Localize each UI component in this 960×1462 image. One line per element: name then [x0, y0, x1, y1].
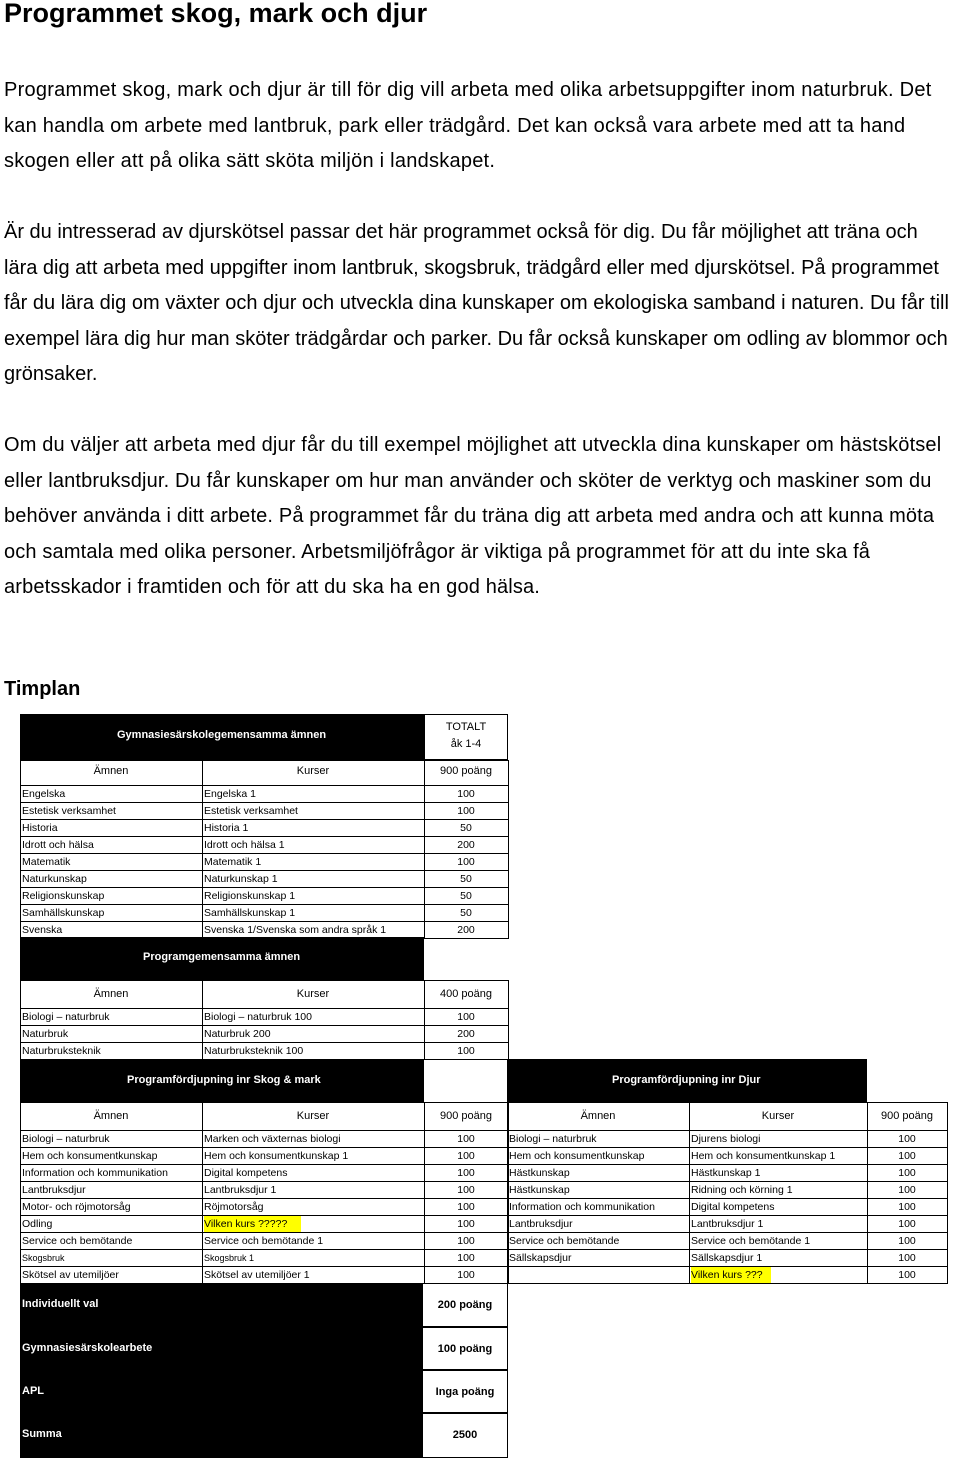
- animals-paragraph: Om du väljer att arbeta med djur får du till exempel möjlighet att utveckla dina kunskaper om hästskötsel eller lantbruksdjur. Du får kunskaper om hur man använder och sköter de verktyg och maskiner som du behöver använda i ditt arbete. På programmet får du träna dig att arbeta med andra och att kunna möta och samtala med olika personer. Arbetsmiljöfrågor är viktiga på programmet för att du inte ska få arbetsskador i framtiden och för att du ska ha en god hälsa.: [4, 434, 942, 598]
- gym-points-cell: 100: [457, 805, 475, 817]
- djur-points-cell: 100: [898, 1150, 916, 1162]
- djur-points-cell: 100: [898, 1201, 916, 1213]
- prog-col-course: Kurser: [296, 988, 330, 1000]
- djur-course-cell: Lantbruksdjur 1: [691, 1218, 764, 1230]
- djur-header-divider: [507, 1102, 508, 1130]
- skog-course-cell: Röjmotorsåg: [204, 1201, 264, 1213]
- djur-course-cell: Sällskapsdjur 1: [691, 1252, 763, 1264]
- gym-subject-cell: Svenska: [22, 924, 63, 936]
- skog-points-cell: 100: [457, 1201, 475, 1213]
- total-years: åk 1-4: [450, 738, 482, 750]
- summary-label-bg: [20, 1370, 422, 1413]
- total-label: TOTALT: [445, 721, 487, 733]
- summary-value: 100 poäng: [437, 1343, 493, 1355]
- skog-points-cell: 100: [457, 1133, 475, 1145]
- djur-course-cell: Ridning och körning 1: [691, 1184, 793, 1196]
- gym-col-points: 900 poäng: [440, 765, 492, 777]
- djur-col-subject: Ämnen: [580, 1110, 616, 1122]
- interest-paragraph: Är du intresserad av djurskötsel passar det här programmet också för dig. Du får möjlighet att träna och lära dig att arbeta med uppgifter inom lantbruk, skogsbruk, trädgård eller med djurskötsel. På programmet får du lära dig om växter och djur och utveckla dina kunskaper om ekologiska samband i naturen. Du får till exempel lära dig hur man sköter trädgårdar och parker. Du får också kunskaper om odling av blommor och grönsaker.: [4, 221, 949, 385]
- gym-header: Gymnasiesärskolegemensamma ämnen: [117, 729, 327, 741]
- intro-paragraph: Programmet skog, mark och djur är till för dig vill arbeta med olika arbetsuppgifter inom naturbruk. Det kan handla om arbete med lantbruk, park eller trädgård. Det kan också vara arbete med att ta hand skogen eller att på olika sätt sköta miljön i landskapet.: [4, 79, 932, 172]
- skog-header-divider: [424, 1102, 425, 1130]
- skog-col-divider: [202, 1130, 203, 1284]
- page-title: Programmet skog, mark och djur: [4, 0, 428, 28]
- skog-course-cell: Marken och växternas biologi: [204, 1133, 341, 1145]
- skog-points-cell: 100: [457, 1150, 475, 1162]
- skog-course-cell: Lantbruksdjur 1: [204, 1184, 277, 1196]
- gym-col-divider: [508, 785, 509, 939]
- prog-header-divider: [424, 980, 425, 1008]
- skog-subject-cell: Service och bemötande: [22, 1235, 133, 1247]
- djur-points-cell: 100: [898, 1218, 916, 1230]
- djur-header-line: [507, 1102, 947, 1103]
- skog-course-cell: Skötsel av utemiljöer 1: [204, 1269, 310, 1281]
- djur-points-cell: 100: [898, 1133, 916, 1145]
- djur-subject-cell: Biologi – naturbruk: [509, 1133, 597, 1145]
- prog-header: Programgemensamma ämnen: [143, 951, 301, 963]
- djur-subject-cell: Hästkunskap: [509, 1184, 570, 1196]
- skog-points-cell: 100: [457, 1184, 475, 1196]
- gym-header-divider: [20, 760, 21, 785]
- gym-subject-cell: Historia: [22, 822, 58, 834]
- djur-header-divider: [867, 1102, 868, 1130]
- skog-points-cell: 100: [457, 1252, 475, 1264]
- djur-subject-cell: Hem och konsumentkunskap: [509, 1150, 645, 1162]
- gym-header-divider: [202, 760, 203, 785]
- timplan-heading: Timplan: [4, 678, 81, 700]
- djur-header-divider: [947, 1102, 948, 1130]
- prog-header-divider: [202, 980, 203, 1008]
- prog-col-divider: [508, 1008, 509, 1060]
- gym-points-cell: 100: [457, 788, 475, 800]
- gym-points-cell: 50: [460, 873, 472, 885]
- gym-subject-cell: Estetisk verksamhet: [22, 805, 116, 817]
- summary-label-bg: [20, 1413, 422, 1458]
- prog-col-divider: [202, 1008, 203, 1060]
- summary-label: Gymnasiesärskolearbete: [22, 1342, 153, 1354]
- skog-subject-cell: Skötsel av utemiljöer: [22, 1269, 119, 1281]
- summary-label: Summa: [22, 1428, 62, 1440]
- gym-points-cell: 50: [460, 890, 472, 902]
- summary-label: Individuellt val: [22, 1298, 99, 1310]
- summary-value: 2500: [452, 1429, 478, 1441]
- djur-course-cell: Hem och konsumentkunskap 1: [691, 1150, 836, 1162]
- djur-col-divider: [507, 1130, 508, 1284]
- djur-points-cell: 100: [898, 1252, 916, 1264]
- gym-header-line: [20, 760, 508, 761]
- djur-subject-cell: Hästkunskap: [509, 1167, 570, 1179]
- skog-col-subject: Ämnen: [93, 1110, 129, 1122]
- gym-col-divider: [20, 785, 21, 939]
- skog-header-divider: [508, 1102, 509, 1130]
- gym-course-cell: Historia 1: [204, 822, 249, 834]
- djur-col-course: Kurser: [761, 1110, 795, 1122]
- djur-points-cell: 100: [898, 1184, 916, 1196]
- skog-header-line: [20, 1102, 508, 1103]
- gym-points-cell: 50: [460, 822, 472, 834]
- gym-points-cell: 50: [460, 907, 472, 919]
- summary-value: 200 poäng: [437, 1299, 493, 1311]
- skog-header: Programfördjupning inr Skog & mark: [127, 1074, 321, 1086]
- gym-subject-cell: Samhällskunskap: [22, 907, 105, 919]
- djur-course-cell: Djurens biologi: [691, 1133, 761, 1145]
- skog-subject-cell: Information och kommunikation: [22, 1167, 168, 1179]
- skog-subject-cell: Motor- och röjmotorsåg: [22, 1201, 131, 1213]
- djur-subject-cell: Sällskapsdjur: [509, 1252, 572, 1264]
- djur-points-cell: 100: [898, 1167, 916, 1179]
- skog-col-divider: [20, 1130, 21, 1284]
- skog-subject-cell: Odling: [22, 1218, 53, 1230]
- prog-header-divider: [20, 980, 21, 1008]
- djur-course-cell: Digital kompetens: [691, 1201, 775, 1213]
- skog-course-cell: Digital kompetens: [204, 1167, 288, 1179]
- skog-points-cell: 100: [457, 1269, 475, 1281]
- skog-subject-cell: Hem och konsumentkunskap: [22, 1150, 158, 1162]
- djur-subject-cell: Lantbruksdjur: [509, 1218, 573, 1230]
- prog-subject-cell: Naturbruk: [22, 1028, 69, 1040]
- djur-course-cell: Vilken kurs ???: [691, 1267, 771, 1283]
- djur-header-divider: [689, 1102, 690, 1130]
- gym-course-cell: Engelska 1: [204, 788, 256, 800]
- prog-header-line: [20, 980, 508, 981]
- skog-course-cell: Hem och konsumentkunskap 1: [204, 1150, 349, 1162]
- gym-subject-cell: Matematik: [22, 856, 71, 868]
- skog-header-divider: [20, 1102, 21, 1130]
- prog-subject-cell: Naturbruksteknik: [22, 1045, 101, 1057]
- prog-header-divider: [508, 980, 509, 1008]
- skog-subject-cell: Lantbruksdjur: [22, 1184, 86, 1196]
- skog-col-points: 900 poäng: [440, 1110, 492, 1122]
- gym-header-divider: [508, 760, 509, 785]
- gym-subject-cell: Idrott och hälsa: [22, 839, 94, 851]
- djur-points-cell: 100: [898, 1235, 916, 1247]
- prog-subject-cell: Biologi – naturbruk: [22, 1011, 110, 1023]
- djur-header: Programfördjupning inr Djur: [612, 1074, 761, 1086]
- prog-points-cell: 200: [457, 1028, 475, 1040]
- gym-col-divider: [202, 785, 203, 939]
- gym-points-cell: 100: [457, 856, 475, 868]
- skog-points-cell: 100: [457, 1218, 475, 1230]
- prog-course-cell: Naturbruksteknik 100: [204, 1045, 304, 1057]
- skog-points-cell: 100: [457, 1235, 475, 1247]
- summary-label: APL: [22, 1385, 44, 1397]
- skog-col-course: Kurser: [296, 1110, 330, 1122]
- prog-points-cell: 100: [457, 1045, 475, 1057]
- gym-col-subject: Ämnen: [93, 765, 129, 777]
- gym-points-cell: 200: [457, 924, 475, 936]
- skog-header-divider: [202, 1102, 203, 1130]
- djur-points-cell: 100: [898, 1269, 916, 1281]
- gym-course-cell: Svenska 1/Svenska som andra språk 1: [204, 924, 387, 936]
- skog-points-cell: 100: [457, 1167, 475, 1179]
- djur-col-divider: [947, 1130, 948, 1284]
- summary-value: Inga poäng: [435, 1386, 495, 1398]
- gym-subject-cell: Naturkunskap: [22, 873, 87, 885]
- prog-course-cell: Naturbruk 200: [204, 1028, 271, 1040]
- skog-course-cell: Vilken kurs ?????: [204, 1216, 301, 1232]
- gym-course-cell: Matematik 1: [204, 856, 262, 868]
- gym-header-divider: [424, 760, 425, 785]
- djur-subject-cell: Service och bemötande: [509, 1235, 620, 1247]
- gym-course-cell: Samhällskunskap 1: [204, 907, 296, 919]
- prog-course-cell: Biologi – naturbruk 100: [204, 1011, 312, 1023]
- prog-col-points: 400 poäng: [440, 988, 492, 1000]
- djur-col-divider: [689, 1130, 690, 1284]
- gym-course-cell: Idrott och hälsa 1: [204, 839, 285, 851]
- djur-course-cell: Hästkunskap 1: [691, 1167, 761, 1179]
- gym-col-course: Kurser: [296, 765, 330, 777]
- gym-points-cell: 200: [457, 839, 475, 851]
- gym-subject-cell: Engelska: [22, 788, 66, 800]
- prog-col-subject: Ämnen: [93, 988, 129, 1000]
- gym-course-cell: Naturkunskap 1: [204, 873, 278, 885]
- djur-col-points: 900 poäng: [881, 1110, 933, 1122]
- skog-subject-cell: Skogsbruk: [22, 1253, 65, 1263]
- djur-course-cell: Service och bemötande 1: [691, 1235, 811, 1247]
- skog-course-cell: Service och bemötande 1: [204, 1235, 324, 1247]
- gym-course-cell: Religionskunskap 1: [204, 890, 296, 902]
- skog-subject-cell: Biologi – naturbruk: [22, 1133, 110, 1145]
- djur-subject-cell: Information och kommunikation: [509, 1201, 655, 1213]
- skog-course-cell: Skogsbruk 1: [204, 1253, 255, 1263]
- gym-course-cell: Estetisk verksamhet: [204, 805, 298, 817]
- prog-points-cell: 100: [457, 1011, 475, 1023]
- prog-col-divider: [20, 1008, 21, 1060]
- djur-row-divider: [507, 1283, 947, 1284]
- gym-subject-cell: Religionskunskap: [22, 890, 105, 902]
